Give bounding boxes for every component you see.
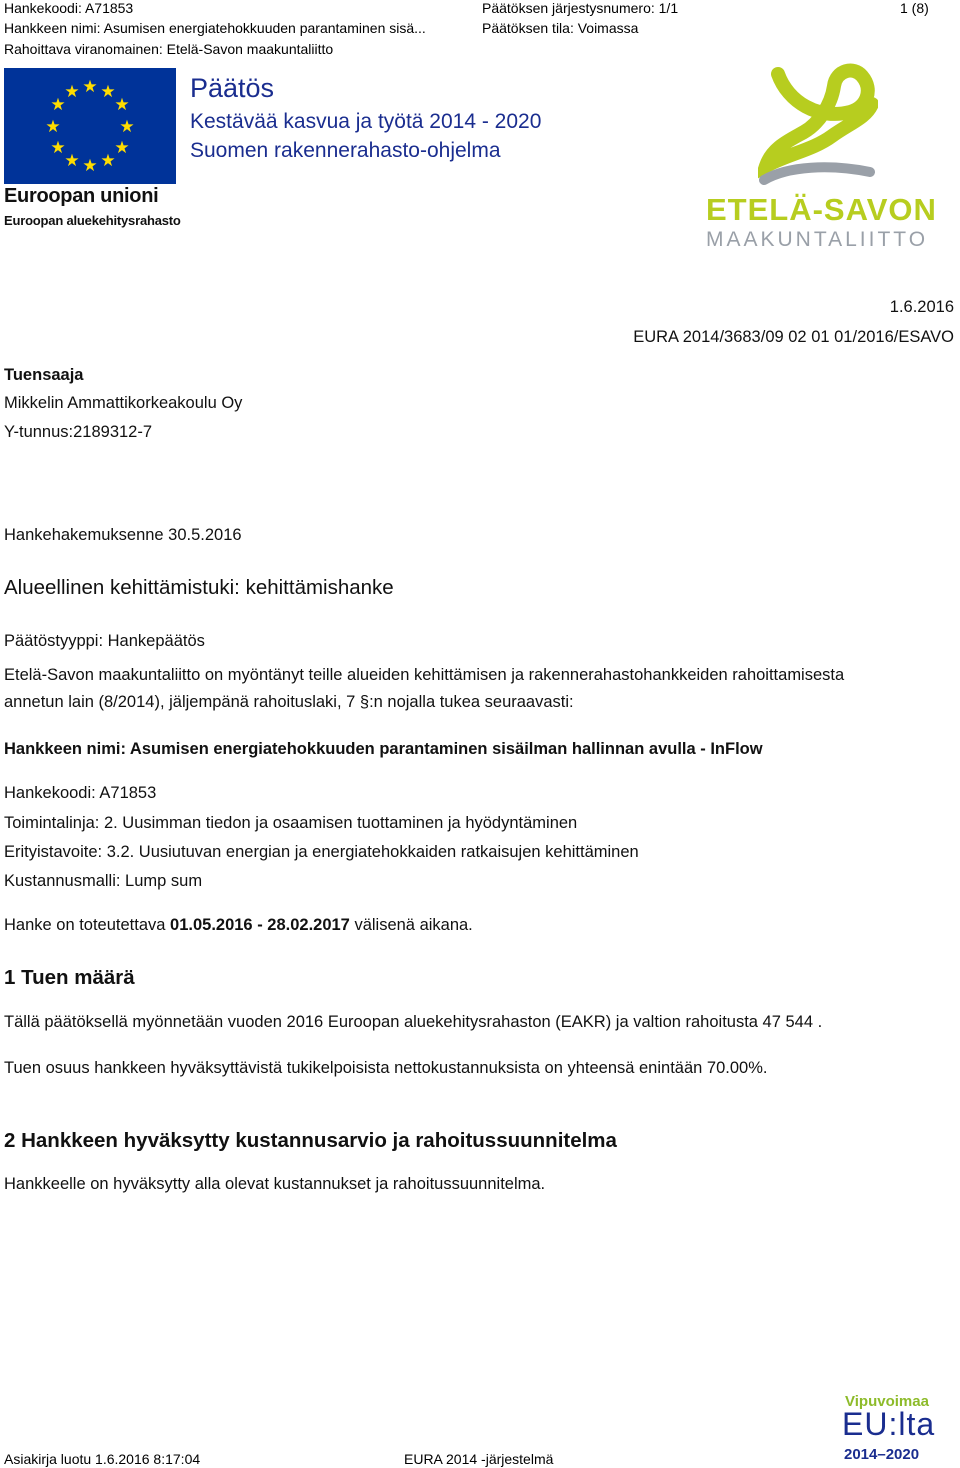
application-date: Hankehakemuksenne 30.5.2016 <box>4 526 242 544</box>
section-2-text: Hankkeelle on hyväksytty alla olevat kustannukset ja rahoitussuunnitelma. <box>4 1175 546 1193</box>
section-2-heading: 2 Hankkeen hyväksytty kustannusarvio ja rahoitussuunnitelma <box>4 1129 617 1152</box>
intro-line-2: annetun lain (8/2014), jäljempänä rahoituslaki, 7 §:n nojalla tukea seuraavasti: <box>4 693 574 711</box>
project-period <box>4 915 473 936</box>
header-decision-status: Päätöksen tila: Voimassa <box>482 20 639 36</box>
recipient-business-id: Y-tunnus:2189312-7 <box>4 423 153 441</box>
svg-text:★: ★ <box>82 156 98 176</box>
etela-savon-name: ETELÄ-SAVON <box>706 192 937 227</box>
program-subtitle: Kestävää kasvua ja työtä 2014 - 2020 <box>190 110 542 133</box>
vipuvoimaa-label: Vipuvoimaa <box>845 1393 929 1410</box>
svg-text:★: ★ <box>100 151 116 171</box>
decision-date: 1.6.2016 <box>889 298 954 316</box>
eu-name: Euroopan unioni <box>4 185 159 207</box>
svg-text:★: ★ <box>45 117 61 137</box>
intro-line-1: Etelä-Savon maakuntaliitto on myöntänyt teille alueiden kehittämisen ja rakennerahastohankkeiden rahoittamisesta <box>4 666 845 684</box>
section-1-share: Tuen osuus hankkeen hyväksyttävistä tukikelpoisista nettokustannuksista on yhteensä enintään 70.00%. <box>4 1059 768 1077</box>
period-prefix: Hanke on toteutettava <box>4 916 171 934</box>
eu-stars-icon <box>4 68 176 184</box>
decision-reference: EURA 2014/3683/09 02 01 01/2016/ESAVO <box>633 328 954 346</box>
period-suffix: välisenä aikana. <box>349 916 473 934</box>
maakuntaliitto-name: MAAKUNTALIITTO <box>706 228 929 251</box>
etela-savon-emblem-icon <box>758 62 878 192</box>
project-name: Hankkeen nimi: Asumisen energiatehokkuuden parantaminen sisäilman hallinnan avulla - InFlow <box>4 740 763 758</box>
decision-type: Päätöstyyppi: Hankepäätös <box>4 632 205 650</box>
vipu-years-label: 2014–2020 <box>844 1446 920 1463</box>
period-dates: 01.05.2016 - 28.02.2017 <box>170 916 350 934</box>
svg-text:★: ★ <box>50 138 66 158</box>
program-name: Suomen rakennerahasto-ohjelma <box>190 139 501 162</box>
action-line: Toimintalinja: 2. Uusimman tiedon ja osaamisen tuottaminen ja hyödyntäminen <box>4 814 578 832</box>
recipient-label: Tuensaaja <box>4 366 84 384</box>
footer-system: EURA 2014 -järjestelmä <box>404 1451 554 1467</box>
eu-fund: Euroopan aluekehitysrahasto <box>4 213 181 228</box>
project-code: Hankekoodi: A71853 <box>4 784 157 802</box>
svg-text:★: ★ <box>50 95 66 115</box>
svg-text:★: ★ <box>119 117 135 137</box>
svg-text:★: ★ <box>82 77 98 97</box>
svg-text:★: ★ <box>64 82 80 102</box>
header-authority: Rahoittava viranomainen: Etelä-Savon maakuntaliitto <box>4 41 334 57</box>
footer-created: Asiakirja luotu 1.6.2016 8:17:04 <box>4 1451 201 1467</box>
svg-text:★: ★ <box>64 151 80 171</box>
header-project-code: Hankekoodi: A71853 <box>4 0 134 16</box>
svg-text:★: ★ <box>114 95 130 115</box>
svg-text:★: ★ <box>100 82 116 102</box>
specific-goal: Erityistavoite: 3.2. Uusiutuvan energian ja energiatehokkaiden ratkaisujen kehittäminen <box>4 843 639 861</box>
header-project-name: Hankkeen nimi: Asumisen energiatehokkuuden parantaminen sisä... <box>4 20 426 36</box>
cost-model: Kustannusmalli: Lump sum <box>4 872 203 890</box>
recipient-name: Mikkelin Ammattikorkeakoulu Oy <box>4 394 243 412</box>
section-1-heading: 1 Tuen määrä <box>4 966 135 989</box>
section-1-grant: Tällä päätöksellä myönnetään vuoden 2016 Euroopan aluekehitysrahaston (EAKR) ja valtion rahoitusta 47 544 . <box>4 1013 823 1031</box>
svg-text:★: ★ <box>114 138 130 158</box>
eu-lta-label: EU:lta <box>842 1406 936 1442</box>
section-heading: Alueellinen kehittämistuki: kehittämishanke <box>4 576 394 599</box>
header-decision-number: Päätöksen järjestysnumero: 1/1 <box>482 0 679 16</box>
document-title: Päätös <box>190 73 275 103</box>
eu-flag-logo <box>4 68 176 184</box>
header-page-number: 1 (8) <box>900 0 929 16</box>
